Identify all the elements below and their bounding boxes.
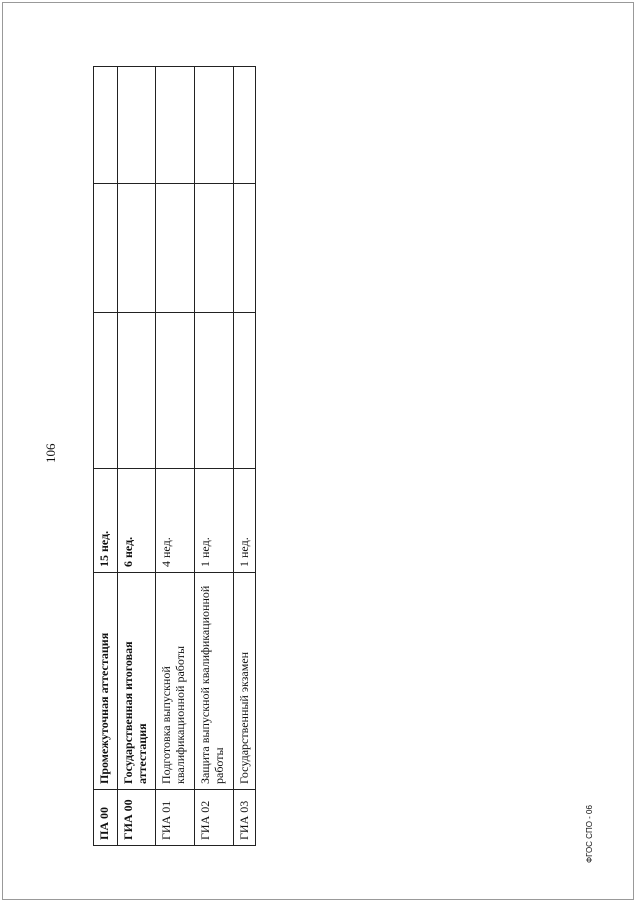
row-code: ГИА 03 xyxy=(234,790,256,846)
row-duration: 6 нед. xyxy=(118,469,156,573)
row-code: ГИА 01 xyxy=(156,790,195,846)
empty-cell xyxy=(195,184,234,313)
empty-cell xyxy=(156,67,195,184)
empty-cell xyxy=(94,67,118,184)
curriculum-table xyxy=(93,66,256,846)
page-number: 106 xyxy=(43,443,58,463)
empty-cell xyxy=(118,184,156,313)
row-duration: 15 нед. xyxy=(94,469,118,573)
empty-cell xyxy=(118,313,156,469)
row-name: Защита выпускной квалификационной работы xyxy=(195,573,234,790)
empty-cell xyxy=(156,313,195,469)
table-row xyxy=(94,67,118,846)
row-name: Промежуточная аттестация xyxy=(94,573,118,790)
table-row xyxy=(234,67,256,846)
empty-cell xyxy=(94,313,118,469)
footer-code: ФГОС СПО - 06 xyxy=(585,805,594,863)
empty-cell xyxy=(234,67,256,184)
row-code: ПА 00 xyxy=(94,790,118,846)
row-code: ГИА 02 xyxy=(195,790,234,846)
empty-cell xyxy=(234,313,256,469)
empty-cell xyxy=(195,313,234,469)
empty-cell xyxy=(234,184,256,313)
row-name: Государственная итоговая аттестация xyxy=(118,573,156,790)
row-duration: 4 нед. xyxy=(156,469,195,573)
table-row xyxy=(156,67,195,846)
row-duration: 1 нед. xyxy=(234,469,256,573)
row-name: Государственный экзамен xyxy=(234,573,256,790)
row-duration: 1 нед. xyxy=(195,469,234,573)
row-name: Подготовка выпускной квалификационной работы xyxy=(156,573,195,790)
empty-cell xyxy=(118,67,156,184)
table-row xyxy=(118,67,156,846)
empty-cell xyxy=(195,67,234,184)
empty-cell xyxy=(156,184,195,313)
empty-cell xyxy=(94,184,118,313)
table-row xyxy=(195,67,234,846)
row-code: ГИА 00 xyxy=(118,790,156,846)
